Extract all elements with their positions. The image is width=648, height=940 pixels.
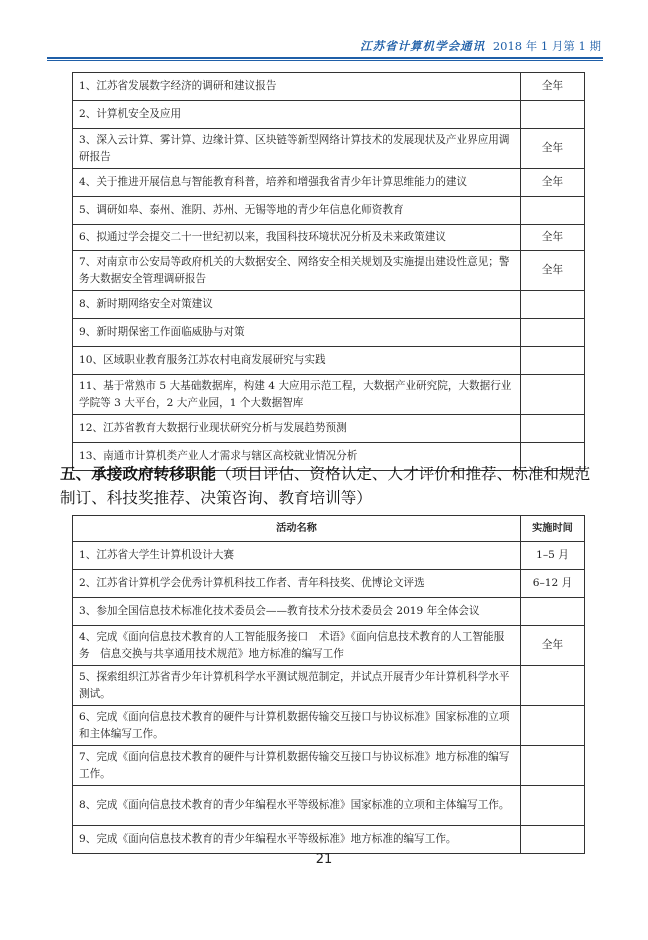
table-row [73, 415, 585, 443]
topic-cell: 3、深入云计算、雾计算、边缘计算、区块链等新型网络计算技术的发展现状及产业界应用调研报告 [73, 129, 521, 169]
table-row [73, 251, 585, 291]
time-cell [521, 826, 585, 854]
section-heading-detail: （项目评估、资格认定、人才评价和推荐、标准和规范制订、科技奖推荐、决策咨询、教育培训等） [60, 465, 591, 507]
topic-cell: 10、区域职业教育服务江苏农村电商发展研究与实践 [73, 347, 521, 375]
research-topics-table [72, 72, 585, 471]
table-row [73, 706, 585, 746]
time-cell: 全年 [521, 129, 585, 169]
time-cell [521, 375, 585, 415]
activity-cell: 5、探索组织江苏省青少年计算机科学水平测试规范制定，并试点开展青少年计算机科学水平测试。 [73, 666, 521, 706]
time-cell: 全年 [521, 225, 585, 251]
time-cell [521, 101, 585, 129]
table-row [73, 129, 585, 169]
time-cell [521, 786, 585, 826]
publication-name: 江苏省计算机学会通讯 [360, 39, 486, 53]
time-cell [521, 347, 585, 375]
time-cell: 全年 [521, 251, 585, 291]
header-divider-thin [47, 60, 603, 61]
topic-cell: 2、计算机安全及应用 [73, 101, 521, 129]
time-cell [521, 706, 585, 746]
activity-cell: 7、完成《面向信息技术教育的硬件与计算机数据传输交互接口与协议标准》地方标准的编写工作。 [73, 746, 521, 786]
table-row [73, 73, 585, 101]
topic-cell: 12、江苏省教育大数据行业现状研究分析与发展趋势预测 [73, 415, 521, 443]
header-divider [47, 57, 603, 59]
topic-cell: 4、关于推进开展信息与智能教育科普，培养和增强我省青少年计算思维能力的建议 [73, 169, 521, 197]
issue-label: 2018 年 1 月第 1 期 [492, 39, 601, 53]
table-row [73, 542, 585, 570]
time-cell [521, 197, 585, 225]
activity-cell: 8、完成《面向信息技术教育的青少年编程水平等级标准》国家标准的立项和主体编写工作。 [73, 786, 521, 826]
time-cell: 6–12 月 [521, 570, 585, 598]
activity-cell: 4、完成《面向信息技术教育的人工智能服务接口 术语》《面向信息技术教育的人工智能服务 信息交换与共享通用技术规范》地方标准的编写工作 [73, 626, 521, 666]
time-cell [521, 598, 585, 626]
activity-cell: 9、完成《面向信息技术教育的青少年编程水平等级标准》地方标准的编写工作。 [73, 826, 521, 854]
time-cell [521, 291, 585, 319]
time-cell [521, 319, 585, 347]
time-cell: 全年 [521, 169, 585, 197]
topic-cell: 6、拟通过学会提交二十一世纪初以来，我国科技环境状况分析及未来政策建议 [73, 225, 521, 251]
page-header [360, 38, 601, 54]
government-functions-table [72, 515, 585, 854]
activity-cell: 3、参加全国信息技术标准化技术委员会——教育技术分技术委员会 2019 年全体会议 [73, 598, 521, 626]
topic-cell: 11、基于常熟市 5 大基础数据库，构建 4 大应用示范工程，大数据产业研究院，大数据行业学院等 3 大平台，2 大产业园，1 个大数据智库 [73, 375, 521, 415]
table-row [73, 197, 585, 225]
table-row [73, 225, 585, 251]
table-row [73, 570, 585, 598]
topic-cell: 8、新时期网络安全对策建议 [73, 291, 521, 319]
table-header-row [73, 516, 585, 542]
table-row [73, 101, 585, 129]
topic-cell: 9、新时期保密工作面临威胁与对策 [73, 319, 521, 347]
table-row [73, 375, 585, 415]
activity-cell: 6、完成《面向信息技术教育的硬件与计算机数据传输交互接口与协议标准》国家标准的立项和主体编写工作。 [73, 706, 521, 746]
table-row [73, 826, 585, 854]
topic-cell: 5、调研如皋、泰州、淮阴、苏州、无锡等地的青少年信息化师资教育 [73, 197, 521, 225]
topic-cell: 7、对南京市公安局等政府机关的大数据安全、网络安全相关规划及实施提出建设性意见；警务大数据安全管理调研报告 [73, 251, 521, 291]
activity-cell: 2、江苏省计算机学会优秀计算机科技工作者、青年科技奖、优博论文评选 [73, 570, 521, 598]
page-number: 21 [315, 852, 333, 867]
time-cell: 1–5 月 [521, 542, 585, 570]
time-cell: 全年 [521, 626, 585, 666]
time-cell [521, 415, 585, 443]
table-row [73, 291, 585, 319]
table-row [73, 169, 585, 197]
table-row [73, 666, 585, 706]
table-row [73, 347, 585, 375]
topic-cell: 1、江苏省发展数字经济的调研和建议报告 [73, 73, 521, 101]
column-header-time: 实施时间 [521, 516, 585, 542]
time-cell [521, 746, 585, 786]
activity-cell: 1、江苏省大学生计算机设计大赛 [73, 542, 521, 570]
table-row [73, 598, 585, 626]
time-cell [521, 666, 585, 706]
topic-cell: 13、南通市计算机类产业人才需求与辖区高校就业情况分析 [73, 443, 521, 471]
table-row [73, 319, 585, 347]
table-row [73, 786, 585, 826]
table-row [73, 746, 585, 786]
section-heading-title: 五、承接政府转移职能 [60, 465, 216, 483]
section-heading [60, 462, 600, 510]
table-row [73, 626, 585, 666]
time-cell: 全年 [521, 73, 585, 101]
column-header-activity: 活动名称 [73, 516, 521, 542]
